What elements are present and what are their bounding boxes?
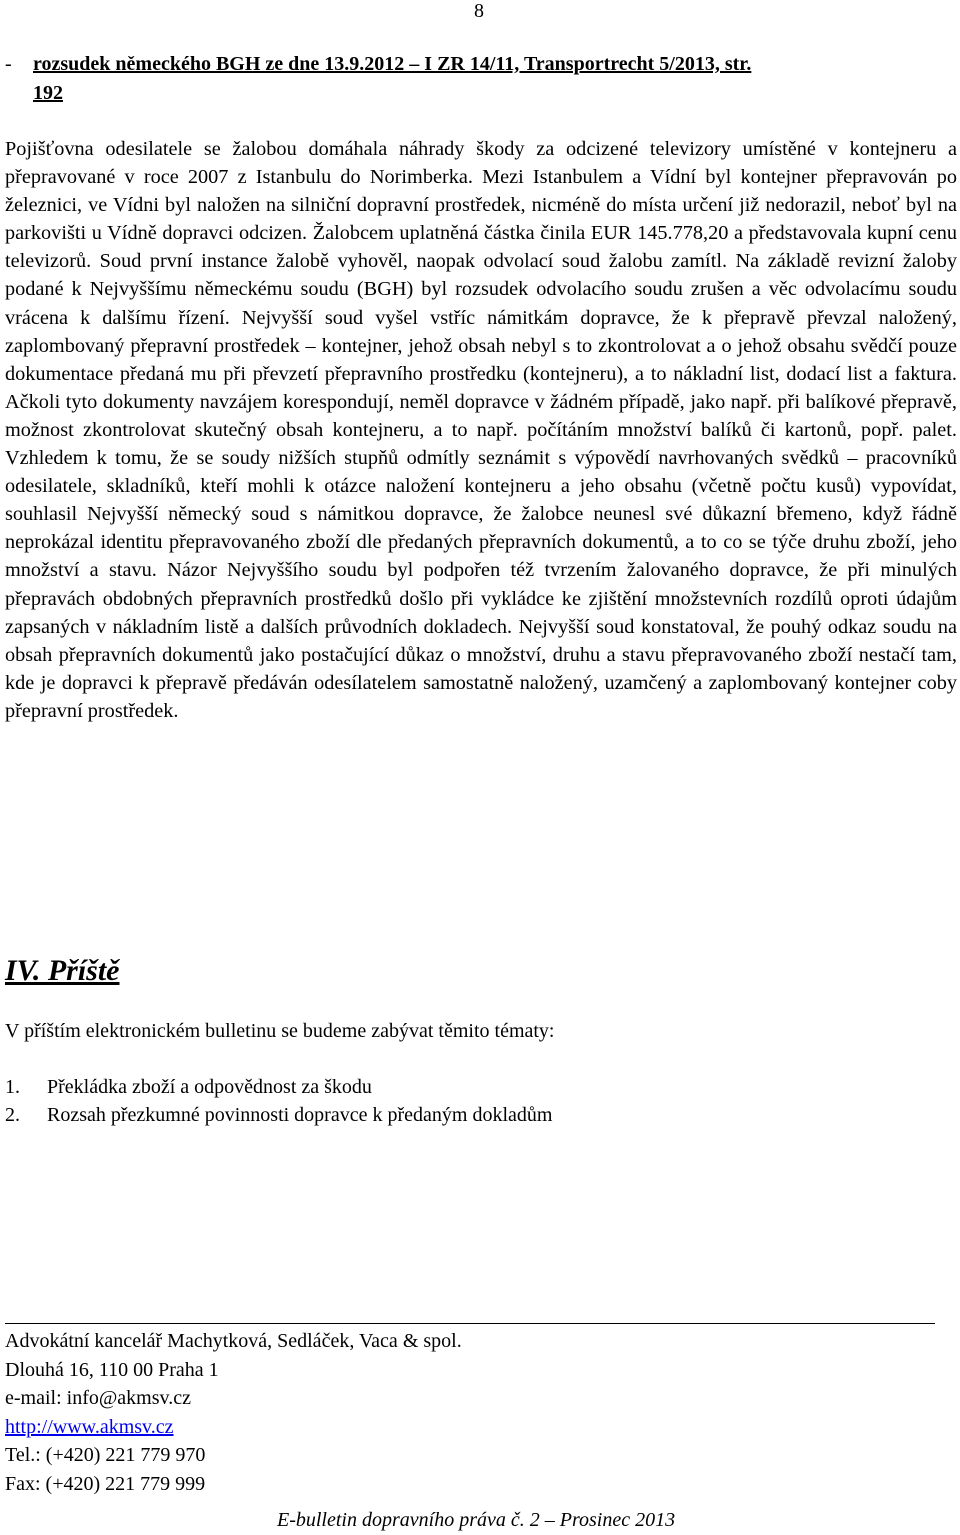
firm-email: e-mail: info@akmsv.cz	[5, 1387, 191, 1409]
list-dash: -	[5, 53, 12, 75]
contact-block	[5, 1327, 462, 1498]
bulletin-footer: E-bulletin dopravního práva č. 2 – Prosinec 2013	[277, 1509, 676, 1531]
page-number: 8	[474, 0, 484, 22]
website-link[interactable]: http://www.akmsv.cz	[5, 1415, 174, 1438]
case-reference	[5, 50, 955, 108]
footer-divider	[5, 1323, 935, 1324]
list-item-text: Překládka zboží a odpovědnost za škodu	[47, 1076, 372, 1098]
list-item	[5, 1073, 552, 1101]
case-reference-text: rozsudek německého BGH ze dne 13.9.2012 – I ZR 14/11, Transportrecht 5/2013, str.	[33, 53, 752, 75]
next-issue-intro: V příštím elektronickém bulletinu se budeme zabývat těmito tématy:	[5, 1020, 555, 1042]
list-item	[5, 1101, 552, 1129]
section-heading: IV. Příště	[5, 954, 120, 987]
firm-phone: Tel.: (+420) 221 779 970	[5, 1444, 206, 1466]
case-summary-paragraph: Pojišťovna odesilatele se žalobou domáhala náhrady škody za odcizené televizory umístěné v kontejneru a přepravované v roce 2007 z Istanbulu do Norimberka. Mezi Istanbulem a Vídní byl kontejner přepravován po železnici, ve Vídni byl naložen na silniční dopravní prostředek, nicméně do místa určení již nedorazil, neboť byl na parkovišti u Vídně dopravci odcizen. Žalobcem uplatněná částka činila EUR 145.778,20 a představovala kupní cenu televizorů. Soud první instance žalobě vyhověl, naopak odvolací soud žalobu zamítl. Na základě revizní žaloby podané k Nejvyššímu německému soudu (BGH) byl rozsudek odvolacího soudu zrušen a věc odvolacímu soudu vrácena k dalšímu řízení. Nejvyšší soud vyšel vstříc námitkám dopravce, že k přepravě převzal naložený, zaplombovaný přepravní prostředek – kontejner, jehož obsah nebyl s to zkontrolovat a o jehož obsahu svědčí pouze dokumentace předaná mu při převzetí přepravního prostředku (kontejneru), a to nákladní list, dodací list a faktura. Ačkoli tyto dokumenty navzájem korespondují, neměl dopravce v žádném případě, jako např. při balíkové přepravě, možnost zkontrolovat skutečný obsah kontejneru, a to např. počítáním množství balíků či kartonů, popř. palet. Vzhledem k tomu, že se soudy nižších stupňů odmítly seznámit s výpovědí navrhovaných svědků – pracovníků odesilatele, skladníků, kteří mohli k otázce naložení kontejneru a jeho obsahu (včetně počtu kusů) vypovídat, souhlasil Nejvyšší německý soud s námitkou dopravce, že žalobce neunesl své důkazní břemeno, když řádně neprokázal identitu přepravovaného zboží dle předaných přepravních dokumentů, a to co se týče druhu zboží, jeho množství a stavu. Názor Nejvyššího soudu byl podpořen též tvrzením žalovaného dopravce, že při minulých přepravách obdobných přepravních prostředků došlo při vykládce ke zjištění množstevních rozdílů oproti údajům zapsaných v nákladním listě a dalších průvodních dokladech. Nejvyšší soud konstatoval, že pouhý odkaz soudu na obsah přepravních dokumentů jako postačující důkaz o množství, druhu a stavu přepravovaného zboží nestačí tam, kde je dopravci k přepravě předáván odesílatelem samostatně naložený, uzamčený a zaplombovaný kontejner coby přepravní prostředek.	[5, 138, 957, 722]
list-item-number: 1.	[5, 1076, 20, 1098]
firm-address: Dlouhá 16, 110 00 Praha 1	[5, 1358, 219, 1381]
next-topics-list	[5, 1073, 552, 1129]
case-reference-page: 192	[33, 82, 63, 104]
list-item-text: Rozsah přezkumné povinnosti dopravce k předaným dokladům	[47, 1104, 553, 1126]
list-item-number: 2.	[5, 1104, 20, 1126]
firm-fax: Fax: (+420) 221 779 999	[5, 1472, 206, 1495]
firm-name: Advokátní kancelář Machytková, Sedláček, Vaca & spol.	[5, 1330, 462, 1352]
